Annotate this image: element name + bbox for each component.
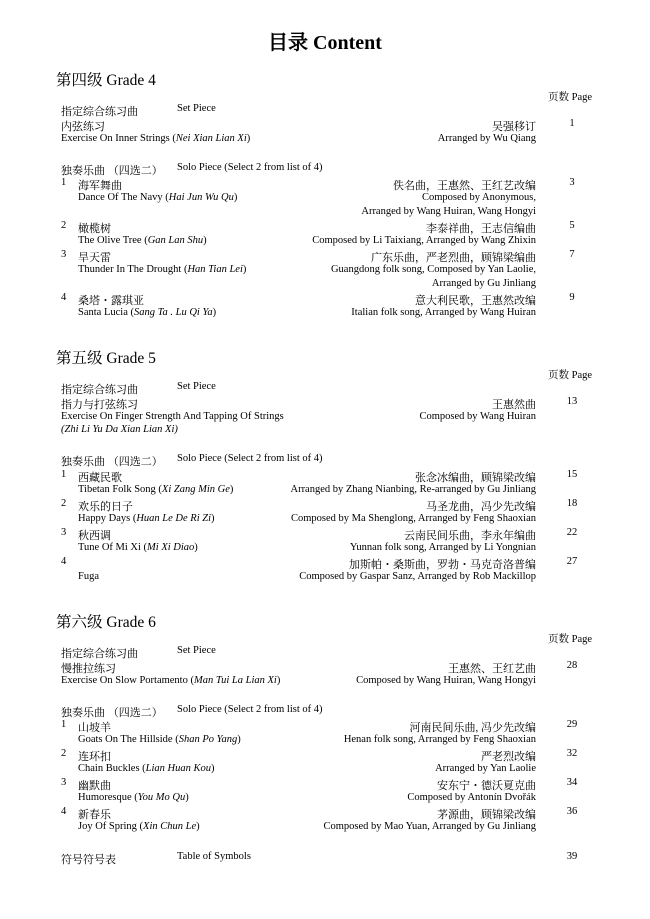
piece-number: 3 <box>61 777 67 788</box>
piece-title-cn: 欢乐的日子 <box>78 501 133 513</box>
set-piece-title-cn: 慢推拉练习 <box>61 663 116 675</box>
set-piece-title-en-line2: (Zhi Li Yu Da Xian Lian Xi) <box>61 424 178 435</box>
piece-number: 1 <box>61 469 67 480</box>
piece-number: 4 <box>61 556 67 567</box>
piece-title-en: Fuga <box>78 571 99 582</box>
page-number: 27 <box>566 556 578 567</box>
piece-credit-cn: 严老烈改编 <box>481 751 536 763</box>
set-piece-label-en: Set Piece <box>177 381 216 392</box>
grade-heading: 第六级 Grade 6 <box>56 614 156 631</box>
set-piece-label-cn: 指定综合练习曲 <box>61 106 138 118</box>
piece-credit-cn: 意大利民歌，王惠然改编 <box>415 295 536 307</box>
piece-credit-cn: 佚名曲，王惠然、王红艺改编 <box>393 180 536 192</box>
piece-title-cn: 连环扣 <box>78 751 111 763</box>
piece-number: 2 <box>61 498 67 509</box>
piece-number: 4 <box>61 292 67 303</box>
piece-credit-en: Arranged by Yan Laolie <box>435 763 536 774</box>
piece-title-cn: 新春乐 <box>78 809 111 821</box>
piece-credit-cn: 安东宁・德沃夏克曲 <box>437 780 536 792</box>
set-piece-label-cn: 指定综合练习曲 <box>61 384 138 396</box>
page-number: 28 <box>566 660 578 671</box>
page-number: 22 <box>566 527 578 538</box>
solo-label-cn: 独奏乐曲 （四选二） <box>61 456 163 468</box>
piece-number: 1 <box>61 719 67 730</box>
page-number: 5 <box>569 220 575 231</box>
piece-credit-en: Composed by Gaspar Sanz, Arranged by Rob Mackillop <box>299 571 536 582</box>
page-title: 目录 Content <box>268 32 382 54</box>
page-number: 36 <box>566 806 578 817</box>
piece-title-en: Joy Of Spring (Xin Chun Le) <box>78 821 200 832</box>
page-number: 15 <box>566 469 578 480</box>
piece-credit-cn: 加斯帕・桑斯曲，罗勃・马克奇洛普编 <box>349 559 536 571</box>
piece-credit-cn: 云南民间乐曲，李永年编曲 <box>404 530 536 542</box>
piece-number: 3 <box>61 249 67 260</box>
piece-number: 3 <box>61 527 67 538</box>
set-piece-title-cn: 内弦练习 <box>61 121 105 133</box>
page-number: 39 <box>566 851 578 862</box>
piece-credit-en: Composed by Antonín Dvořák <box>407 792 536 803</box>
page-number: 18 <box>566 498 578 509</box>
piece-credit-cn: 河南民间乐曲, 冯少先改编 <box>409 722 536 734</box>
set-piece-label-en: Set Piece <box>177 103 216 114</box>
piece-title-cn: 幽默曲 <box>78 780 111 792</box>
page-number: 3 <box>569 177 575 188</box>
solo-label-en: Solo Piece (Select 2 from list of 4) <box>177 453 323 464</box>
piece-credit-en-line2: Arranged by Wang Huiran, Wang Hongyi <box>361 206 536 217</box>
page-column-header: 页数 Page <box>548 370 593 381</box>
page-column-header: 页数 Page <box>548 634 593 645</box>
piece-credit-cn: 张念冰编曲，顾锦梁改编 <box>415 472 536 484</box>
solo-label-en: Solo Piece (Select 2 from list of 4) <box>177 162 323 173</box>
piece-credit-en: Composed by Ma Shenglong, Arranged by Feng Shaoxian <box>291 513 536 524</box>
piece-credit-cn: 茅源曲，顾锦梁改编 <box>437 809 536 821</box>
piece-title-cn: 旱天雷 <box>78 252 111 264</box>
symbols-label-cn: 符号符号表 <box>61 854 116 866</box>
piece-credit-en: Arranged by Zhang Nianbing, Re-arranged by Gu Jinliang <box>290 484 536 495</box>
solo-label-cn: 独奏乐曲 （四选二） <box>61 165 163 177</box>
page-number: 9 <box>569 292 575 303</box>
symbols-label-en: Table of Symbols <box>177 851 251 862</box>
piece-title-cn: 橄榄树 <box>78 223 111 235</box>
piece-number: 1 <box>61 177 67 188</box>
set-piece-title-cn: 指力与打弦练习 <box>61 399 138 411</box>
piece-title-cn: 海军舞曲 <box>78 180 122 192</box>
piece-credit-en: Composed by Anonymous, <box>421 192 536 203</box>
set-piece-credit-en: Arranged by Wu Qiang <box>437 133 536 144</box>
piece-credit-en: Henan folk song, Arranged by Feng Shaoxian <box>343 734 536 745</box>
piece-credit-cn: 李泰祥曲，王志信编曲 <box>426 223 536 235</box>
piece-credit-en: Composed by Li Taixiang, Arranged by Wang Zhixin <box>312 235 536 246</box>
set-piece-credit-cn: 吴强移订 <box>492 121 536 133</box>
page-number: 29 <box>566 719 578 730</box>
piece-title-cn: 秋西调 <box>78 530 111 542</box>
piece-title-en: Tune Of Mi Xi (Mi Xi Diao) <box>78 542 198 553</box>
piece-title-en: Santa Lucia (Sang Ta . Lu Qi Ya) <box>78 307 217 318</box>
piece-credit-en: Yunnan folk song, Arranged by Li Yongnian <box>349 542 536 553</box>
set-piece-credit-en: Composed by Wang Huiran <box>419 411 536 422</box>
piece-title-en: Dance Of The Navy (Hai Jun Wu Qu) <box>78 192 238 203</box>
page-column-header: 页数 Page <box>548 92 593 103</box>
set-piece-credit-cn: 王惠然、王红艺曲 <box>448 663 536 675</box>
piece-title-en: The Olive Tree (Gan Lan Shu) <box>78 235 207 246</box>
piece-title-cn: 山坡羊 <box>78 722 111 734</box>
piece-title-en: Goats On The Hillside (Shan Po Yang) <box>78 734 241 745</box>
piece-credit-cn: 马圣龙曲，冯少先改编 <box>426 501 536 513</box>
set-piece-credit-cn: 王惠然曲 <box>492 399 536 411</box>
piece-title-en: Tibetan Folk Song (Xi Zang Min Ge) <box>78 484 234 495</box>
piece-credit-en: Guangdong folk song, Composed by Yan Laolie, <box>330 264 536 275</box>
piece-title-en: Happy Days (Huan Le De Ri Zi) <box>78 513 215 524</box>
page-number: 34 <box>566 777 578 788</box>
set-piece-title-en: Exercise On Inner Strings (Nei Xian Lian Xi) <box>61 133 251 144</box>
page-number: 1 <box>569 118 575 129</box>
piece-credit-cn: 广东乐曲，严老烈曲，顾锦梁编曲 <box>371 252 536 264</box>
piece-credit-en: Composed by Mao Yuan, Arranged by Gu Jinliang <box>323 821 536 832</box>
solo-label-cn: 独奏乐曲 （四选二） <box>61 707 163 719</box>
set-piece-title-en: Exercise On Finger Strength And Tapping Of Strings <box>61 411 284 422</box>
piece-title-cn: 桑塔・露琪亚 <box>78 295 144 307</box>
piece-number: 2 <box>61 220 67 231</box>
piece-title-en: Humoresque (You Mo Qu) <box>78 792 189 803</box>
page-number: 13 <box>566 396 578 407</box>
page-number: 7 <box>569 249 575 260</box>
piece-title-en: Chain Buckles (Lian Huan Kou) <box>78 763 215 774</box>
piece-credit-en-line2: Arranged by Gu Jinliang <box>431 278 536 289</box>
piece-title-en: Thunder In The Drought (Han Tian Lei) <box>78 264 247 275</box>
page-number: 32 <box>566 748 578 759</box>
set-piece-label-cn: 指定综合练习曲 <box>61 648 138 660</box>
set-piece-credit-en: Composed by Wang Huiran, Wang Hongyi <box>356 675 536 686</box>
piece-credit-en: Italian folk song, Arranged by Wang Huiran <box>351 307 536 318</box>
piece-title-cn: 西藏民歌 <box>78 472 122 484</box>
grade-heading: 第五级 Grade 5 <box>56 350 156 367</box>
set-piece-label-en: Set Piece <box>177 645 216 656</box>
grade-heading: 第四级 Grade 4 <box>56 72 156 89</box>
solo-label-en: Solo Piece (Select 2 from list of 4) <box>177 704 323 715</box>
piece-number: 4 <box>61 806 67 817</box>
set-piece-title-en: Exercise On Slow Portamento (Man Tui La Lian Xi) <box>61 675 281 686</box>
piece-number: 2 <box>61 748 67 759</box>
